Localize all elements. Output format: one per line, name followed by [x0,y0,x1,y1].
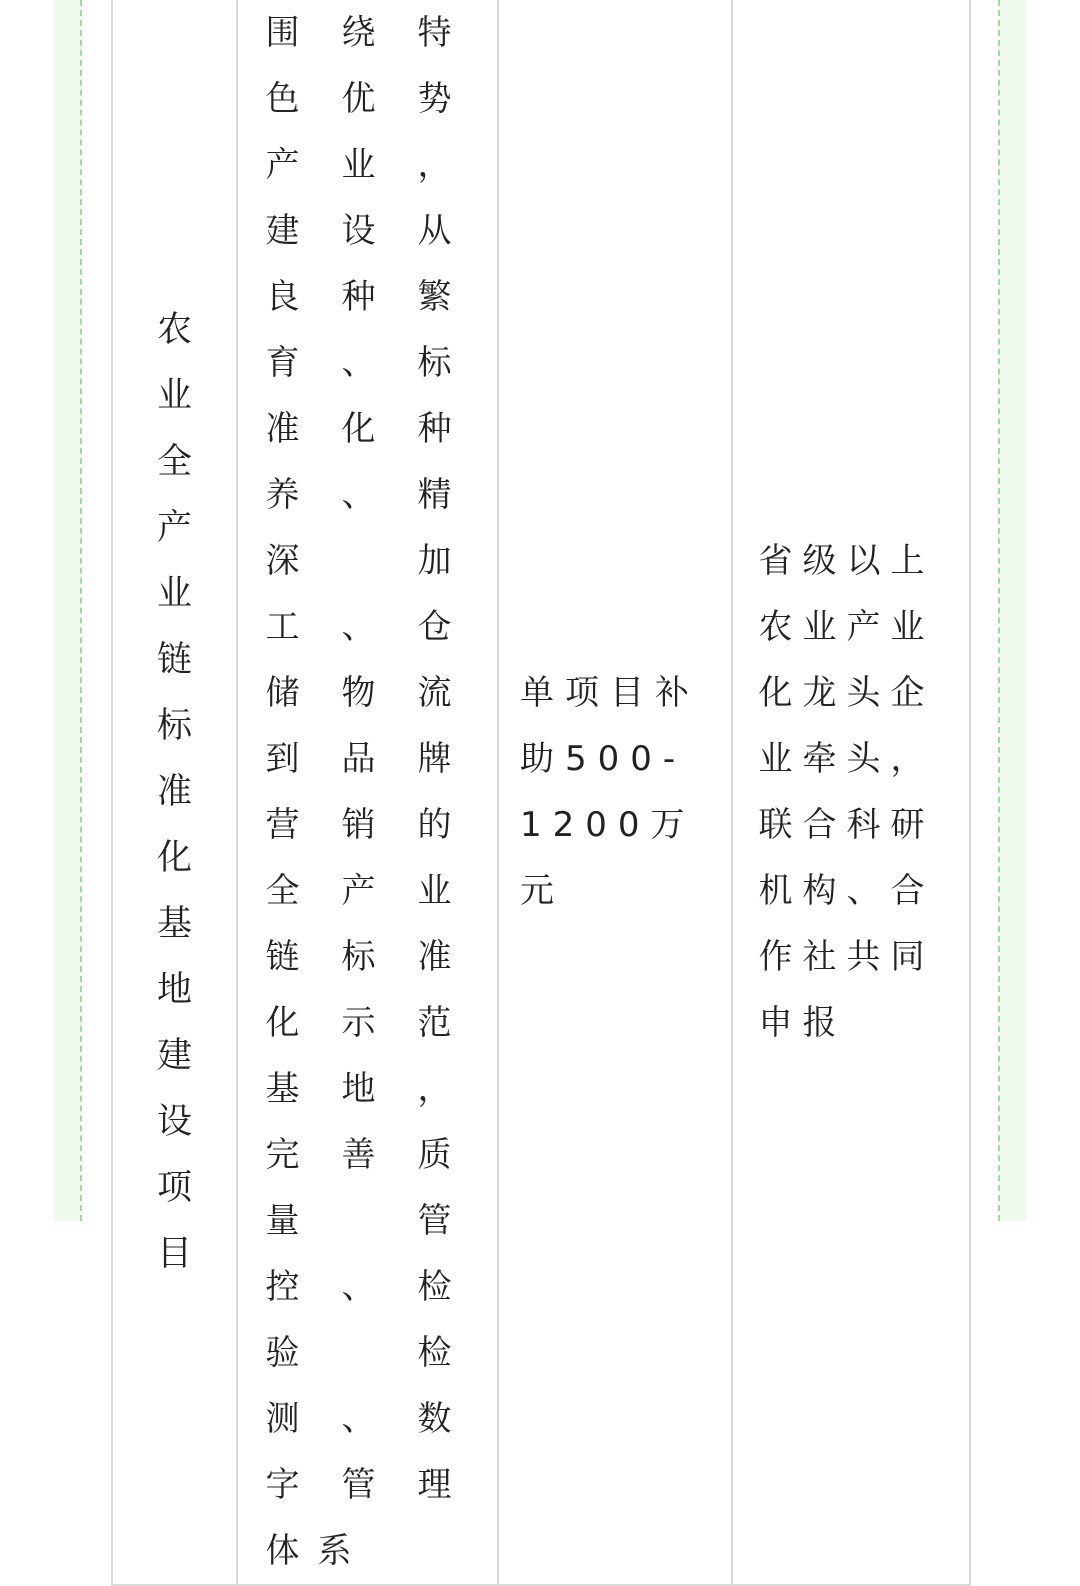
applicant-cell [732,0,970,1585]
content-cell [237,0,498,1585]
subsidy-amount: 单项目补助500-1200万元 [520,673,700,911]
project-name: 农业全产业链标准化基地建设项目 [156,310,192,1274]
right-decorative-band [1000,0,1026,1221]
project-name-cell [112,0,237,1585]
table-row [112,0,970,1585]
policy-table [111,0,971,1586]
project-content: 围绕特色优势产业，建设从良种繁育、标准化种养、精深加工、仓储物流到品牌营销的全产业链标准化示范基地，完善质量管控、检验检测、数字管理体系 [265,13,470,1571]
applicant-requirement: 省级以上农业产业化龙头企业牵头，联合科研机构、合作社共同申报 [758,541,935,1043]
left-dashed-border [80,0,82,1221]
subsidy-cell [498,0,732,1585]
right-dashed-border [998,0,1000,1221]
left-decorative-band [54,0,80,1221]
